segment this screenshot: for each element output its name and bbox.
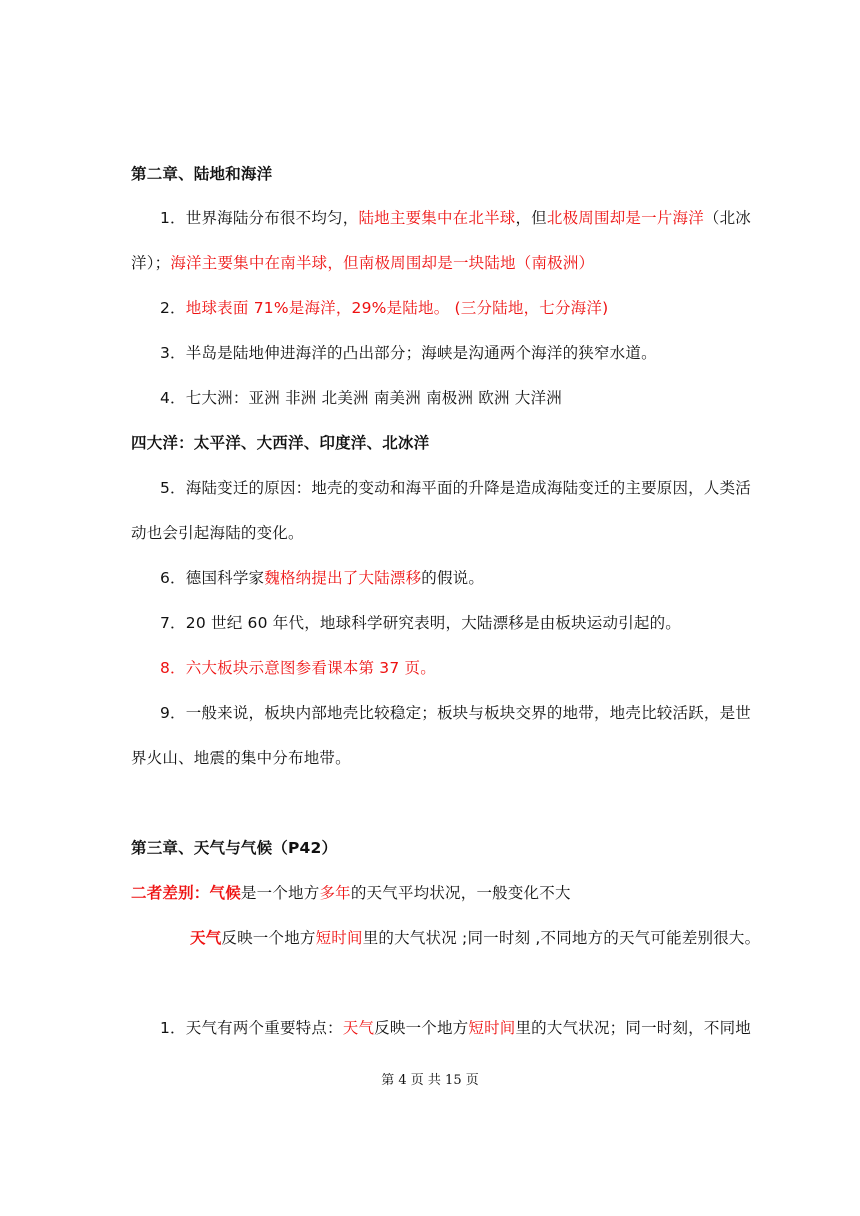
chapter2-item1-line1: 1．世界海陆分布很不均匀，陆地主要集中在北半球，但北极周围却是一片海洋（北冰	[160, 209, 752, 227]
chapter3-title: 第三章、天气与气候（P42）	[131, 839, 338, 857]
chapter2-item9-line1: 9．一般来说，板块内部地壳比较稳定；板块与板块交界的地带，地壳比较活跃，是世	[160, 704, 751, 722]
chapter3-difference: 二者差别：气候是一个地方多年的天气平均状况，一般变化不大	[131, 884, 571, 902]
page-footer: 第 4 页 共 15 页	[381, 1073, 479, 1088]
chapter2-oceans: 四大洋：太平洋、大西洋、印度洋、北冰洋	[131, 434, 430, 452]
chapter2-item3: 3．半岛是陆地伸进海洋的凸出部分；海峡是沟通两个海洋的狭窄水道。	[160, 344, 657, 362]
chapter2-item5-line2: 动也会引起海陆的变化。	[131, 524, 304, 542]
chapter2-title: 第二章、陆地和海洋	[131, 165, 273, 183]
chapter3-weather-definition: 天气反映一个地方短时间里的大气状况 ;同一时刻 ,不同地方的天气可能差别很大。	[190, 929, 761, 947]
chapter2-item8: 8．六大板块示意图参看课本第 37 页。	[160, 659, 436, 677]
chapter2-item1-line2: 洋）；海洋主要集中在南半球，但南极周围却是一块陆地（南极洲）	[131, 254, 595, 272]
chapter2-item7: 7．20 世纪 60 年代，地球科学研究表明，大陆漂移是由板块运动引起的。	[160, 614, 681, 632]
chapter2-item4: 4．七大洲：亚洲 非洲 北美洲 南美洲 南极洲 欧洲 大洋洲	[160, 389, 562, 407]
chapter2-item5-line1: 5．海陆变迁的原因：地壳的变动和海平面的升降是造成海陆变迁的主要原因，人类活	[160, 479, 751, 497]
chapter2-item9-line2: 界火山、地震的集中分布地带。	[131, 749, 351, 767]
chapter3-item1: 1．天气有两个重要特点：天气反映一个地方短时间里的大气状况；同一时刻，不同地	[160, 1019, 751, 1037]
chapter2-item2: 2．地球表面 71%是海洋，29%是陆地。 (三分陆地，七分海洋)	[160, 299, 609, 317]
chapter2-item6: 6．德国科学家魏格纳提出了大陆漂移的假说。	[160, 569, 485, 587]
